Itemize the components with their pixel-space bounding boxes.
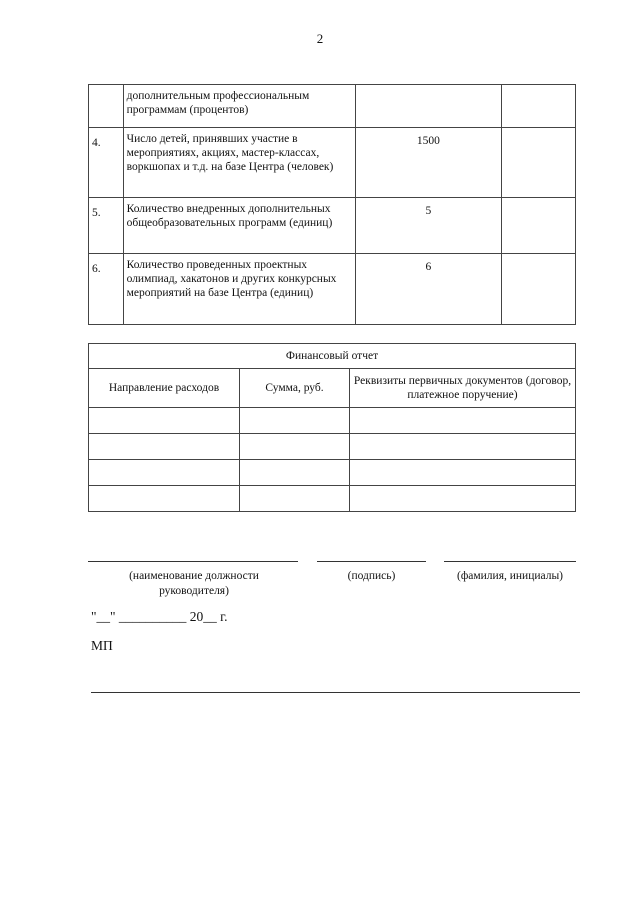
- table-cell: [350, 486, 576, 512]
- indicator-text: Число детей, принявших участие в мероприятиях, акциях, мастер-классах, воркшопах и т.д. на базе Центра (человек): [123, 128, 355, 198]
- indicator-value: 6: [355, 254, 502, 325]
- table-cell: [89, 434, 240, 460]
- indicator-blank-cell: [502, 85, 576, 128]
- indicator-value: 1500: [355, 128, 502, 198]
- column-header: Сумма, руб.: [240, 369, 350, 408]
- table-row: [89, 434, 576, 460]
- table-cell: [89, 408, 240, 434]
- table-header-row: [89, 369, 576, 408]
- indicator-number: [89, 85, 124, 128]
- table-row: [89, 460, 576, 486]
- column-header: Направление расходов: [89, 369, 240, 408]
- date-line: "__" __________ 20__ г.: [91, 609, 228, 624]
- column-header: Реквизиты первичных документов (договор, платежное поручение): [350, 369, 576, 408]
- indicator-number: 4.: [89, 128, 124, 198]
- indicator-value: [355, 85, 502, 128]
- financial-report-table: [88, 343, 576, 512]
- table-row: [89, 254, 576, 325]
- indicator-number: 5.: [89, 198, 124, 254]
- name-label: (фамилия, инициалы): [456, 570, 564, 582]
- indicator-blank-cell: [502, 128, 576, 198]
- financial-report-title: Финансовый отчет: [89, 344, 576, 369]
- table-cell: [89, 486, 240, 512]
- indicator-number: 6.: [89, 254, 124, 325]
- indicator-value: 5: [355, 198, 502, 254]
- table-cell: [240, 434, 350, 460]
- signature-line: [317, 561, 426, 562]
- table-row: [89, 344, 576, 369]
- page-number: 2: [316, 31, 324, 46]
- table-row: [89, 486, 576, 512]
- indicator-blank-cell: [502, 254, 576, 325]
- stamp-label: МП: [91, 638, 113, 653]
- table-row: [89, 408, 576, 434]
- name-signature-line: [444, 561, 576, 562]
- table-row: [89, 85, 576, 128]
- position-signature-line: [88, 561, 298, 562]
- table-cell: [89, 460, 240, 486]
- table-cell: [350, 460, 576, 486]
- table-cell: [350, 434, 576, 460]
- position-label: (наименование должности руководителя): [129, 570, 259, 597]
- indicator-blank-cell: [502, 198, 576, 254]
- table-cell: [240, 460, 350, 486]
- indicator-text: Количество внедренных дополнительных общеобразовательных программ (единиц): [123, 198, 355, 254]
- signature-label: (подпись): [347, 570, 396, 582]
- table-row: [89, 128, 576, 198]
- indicator-text: Количество проведенных проектных олимпиад, хакатонов и других конкурсных мероприятий на базе Центра (единиц): [123, 254, 355, 325]
- indicators-table: [88, 84, 576, 325]
- table-cell: [240, 486, 350, 512]
- table-cell: [240, 408, 350, 434]
- table-cell: [350, 408, 576, 434]
- bottom-divider: [91, 692, 580, 693]
- table-row: [89, 198, 576, 254]
- indicator-text: дополнительным профессиональным программам (процентов): [123, 85, 355, 128]
